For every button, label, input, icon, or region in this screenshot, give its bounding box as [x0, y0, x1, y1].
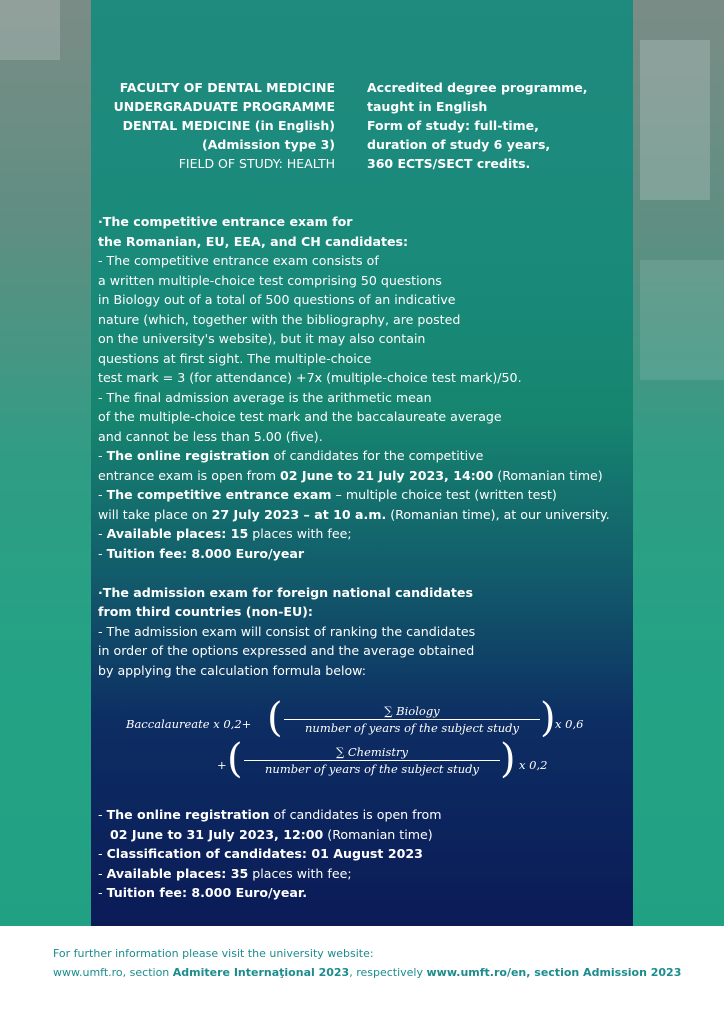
- registration-line: - The online registration of candidates for the competitive: [98, 448, 484, 463]
- detail-line: duration of study 6 years,: [367, 137, 551, 152]
- text-line: questions at first sight. The multiple-choice: [98, 350, 372, 366]
- footer-links: www.umft.ro, section Admitere Internaţional 2023, respectively www.umft.ro/en, section Admission 2023: [53, 966, 682, 979]
- formula-paren: (: [227, 736, 243, 782]
- tuition-fee: - Tuition fee: 8.000 Euro/year: [98, 545, 305, 561]
- text-line: - The admission exam will consist of ranking the candidates: [98, 623, 476, 639]
- text-line: test mark = 3 (for attendance) +7x (multiple-choice test mark)/50.: [98, 370, 522, 385]
- available-places: - Available places: 15 places with fee;: [98, 526, 352, 541]
- exam-line: - The competitive entrance exam – multiple choice test (written test): [98, 487, 557, 502]
- text-line: by applying the calculation formula below:: [98, 662, 367, 678]
- biology-fraction: [284, 704, 540, 735]
- fraction-numerator: ∑ Biology: [284, 704, 540, 720]
- header-line: FACULTY OF DENTAL MEDICINE: [119, 80, 335, 95]
- header-line: UNDERGRADUATE PROGRAMME: [113, 99, 335, 114]
- admission-formula: [121, 695, 621, 790]
- text-line: - The competitive entrance exam consists of: [98, 253, 379, 268]
- programme-details: [367, 78, 627, 173]
- registration-dates: 02 June to 31 July 2023, 12:00 (Romanian time): [110, 826, 433, 842]
- text-line: nature (which, together with the bibliography, are posted: [98, 311, 461, 327]
- exam-date: will take place on 27 July 2023 – at 10 a.m. (Romanian time), at our university.: [98, 506, 610, 522]
- text-line: of the multiple-choice test mark and the baccalaureate average: [98, 409, 502, 424]
- fraction-denominator: number of years of the subject study: [265, 762, 479, 776]
- formula-paren: (: [267, 695, 283, 741]
- fraction-denominator: number of years of the subject study: [305, 721, 519, 735]
- formula-plus: +: [217, 758, 227, 772]
- programme-header: [91, 78, 335, 173]
- text-line: in Biology out of a total of 500 questions of an indicative: [98, 292, 456, 307]
- window-shape: [0, 0, 60, 60]
- non-eu-details: [98, 805, 628, 903]
- text-line: a written multiple-choice test comprising 50 questions: [98, 272, 442, 288]
- detail-line: Form of study: full-time,: [367, 118, 539, 133]
- chemistry-fraction: [244, 745, 500, 776]
- content-panel: [91, 0, 633, 926]
- text-line: in order of the options expressed and the average obtained: [98, 643, 475, 658]
- footer-info: For further information please visit the university website:: [53, 947, 374, 960]
- registration-dates: entrance exam is open from 02 June to 21 July 2023, 14:00 (Romanian time): [98, 467, 603, 483]
- available-places: - Available places: 35 places with fee;: [98, 865, 352, 881]
- formula-term: Baccalaureate x 0,2+: [126, 717, 252, 731]
- equipment-shape: [640, 260, 724, 380]
- text-line: and cannot be less than 5.00 (five).: [98, 428, 323, 444]
- footer: [53, 944, 713, 982]
- tuition-fee: - Tuition fee: 8.000 Euro/year.: [98, 885, 308, 900]
- fraction-numerator: ∑ Chemistry: [244, 745, 500, 761]
- window-shape: [640, 40, 710, 200]
- detail-line: 360 ECTS/SECT credits.: [367, 156, 531, 171]
- section-title: ·The competitive entrance exam for: [98, 214, 353, 229]
- detail-line: Accredited degree programme,: [367, 80, 588, 95]
- formula-multiplier: x 0,6: [555, 717, 584, 731]
- formula-paren: ): [500, 736, 516, 782]
- text-line: - The final admission average is the arithmetic mean: [98, 389, 432, 405]
- section-title: the Romanian, EU, EEA, and CH candidates:: [98, 233, 409, 249]
- text-line: on the university's website), but it may also contain: [98, 331, 426, 346]
- link-admitere[interactable]: Admitere Internaţional 2023: [172, 966, 350, 979]
- section-title: ·The admission exam for foreign national candidates: [98, 584, 473, 600]
- registration-line: - The online registration of candidates is open from: [98, 807, 442, 822]
- field-of-study: FIELD OF STUDY: HEALTH: [178, 156, 335, 171]
- detail-line: taught in English: [367, 99, 488, 114]
- section-title: from third countries (non-EU):: [98, 604, 313, 619]
- formula-multiplier: x 0,2: [519, 758, 548, 772]
- link-admission-en[interactable]: www.umft.ro/en, section Admission 2023: [426, 966, 682, 979]
- header-line: (Admission type 3): [202, 137, 335, 152]
- header-line: DENTAL MEDICINE (in English): [122, 118, 335, 133]
- classification-date: - Classification of candidates: 01 August 2023: [98, 846, 423, 861]
- eu-candidates-section: [98, 212, 628, 680]
- formula-paren: ): [540, 695, 556, 741]
